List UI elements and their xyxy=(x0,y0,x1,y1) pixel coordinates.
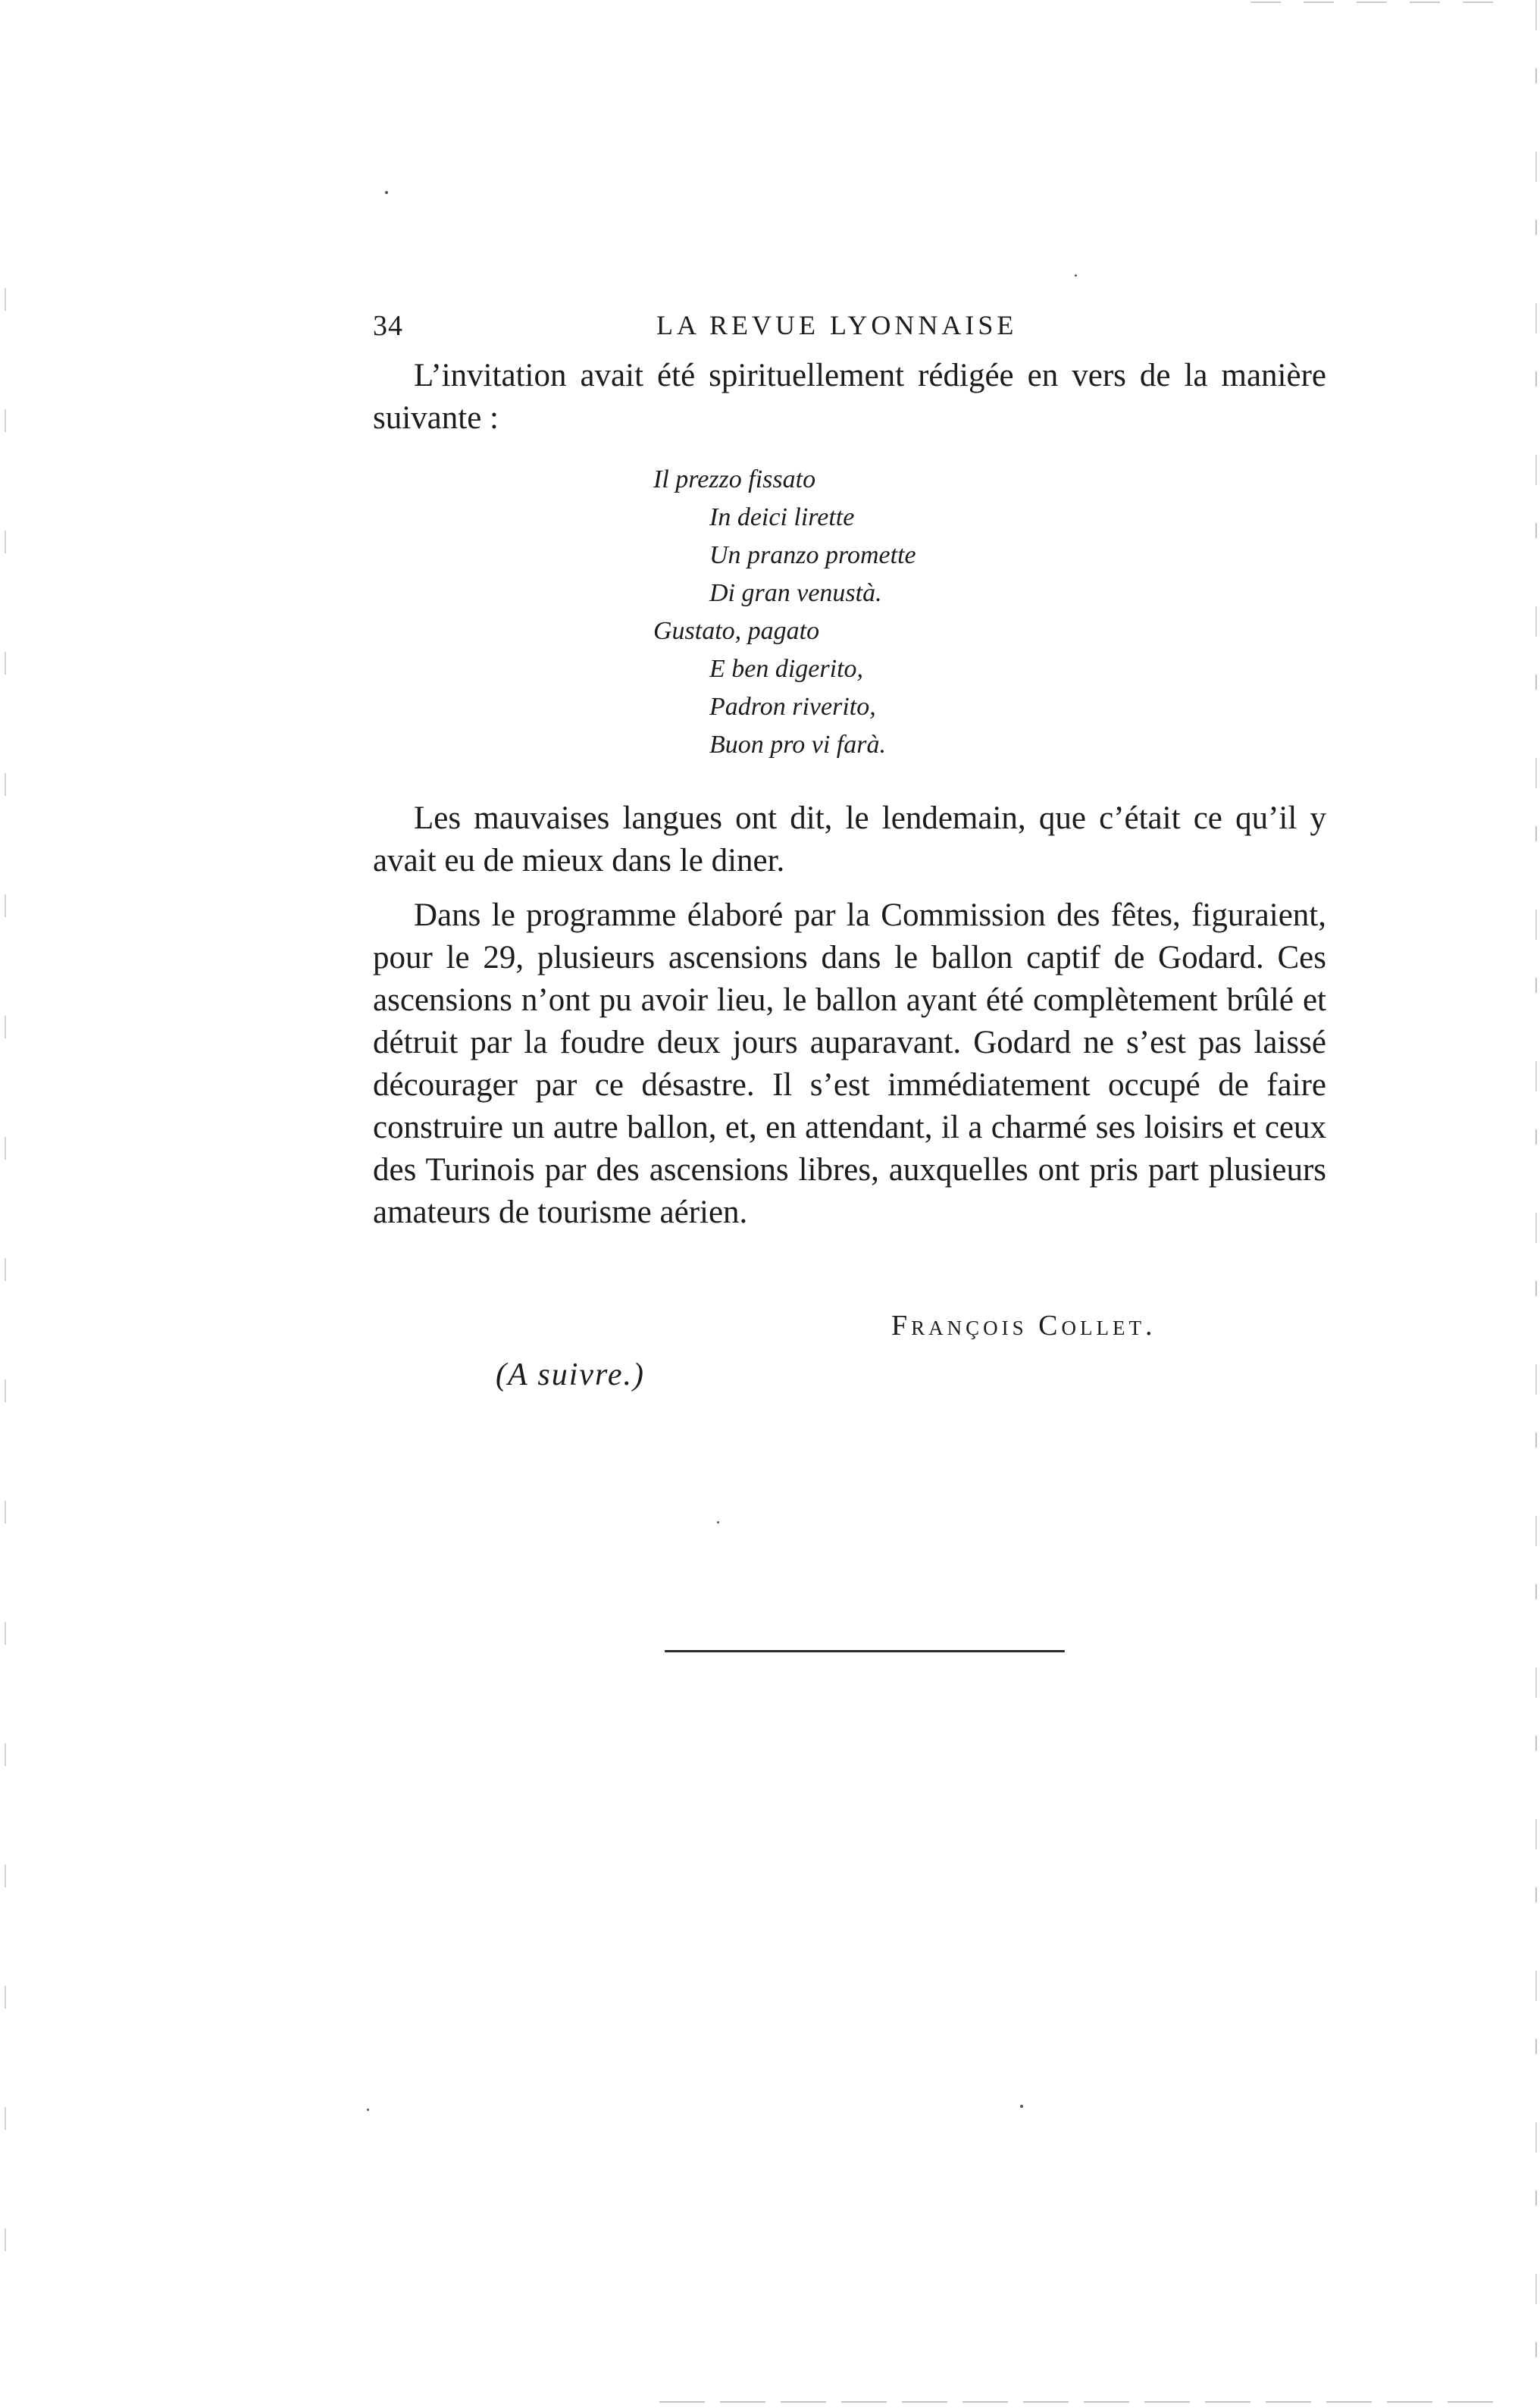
scan-speck xyxy=(1075,274,1077,277)
tongues-text: Les mauvaises langues ont dit, le lendemain, que c’était ce qu’il y avait eu de mieux dans le diner. xyxy=(373,800,1326,878)
author-signature: François Collet. xyxy=(891,1310,1157,1342)
journal-title: LA REVUE LYONNAISE xyxy=(656,310,1018,340)
programme-text: Dans le programme élaboré par la Commission des fêtes, figuraient, pour le 29, plusieurs ascensions dans le ballon captif de Godard. Ces ascensions n’ont pu avoir lieu, le ballon ayant été complètement brûlé et détruit par la foudre deux jours auparavant. Godard ne s’est pas laissé décourager par ce désastre. Il s’est immédiatement occupé de faire construire un autre ballon, et, en attendant, il a charmé ses loisirs et ceux des Turinois par des ascensions libres, auxquelles ont pris part plusieurs amateurs de tourisme aérien. xyxy=(373,897,1326,1230)
scan-speck xyxy=(367,2109,369,2111)
programme-paragraph xyxy=(373,894,1326,1234)
tongues-paragraph xyxy=(373,797,1326,882)
scan-speck xyxy=(717,1521,719,1523)
to-be-continued: (A suivre.) xyxy=(496,1357,645,1392)
poem-line: Un pranzo promette xyxy=(709,541,916,569)
scan-edge-left xyxy=(5,288,6,2334)
scan-edge-top xyxy=(1250,2,1508,3)
poem-line: Buon pro vi farà. xyxy=(709,731,886,759)
scan-speck xyxy=(1020,2105,1023,2108)
running-head xyxy=(373,309,1326,347)
scan-edge-bottom xyxy=(659,2401,1493,2403)
intro-text: L’invitation avait été spirituellement rédigée en vers de la manière suivante : xyxy=(373,358,1326,436)
poem-line: Gustato, pagato xyxy=(653,617,820,645)
scan-edge-right xyxy=(1535,0,1537,2408)
page-number: 34 xyxy=(373,310,403,342)
italian-poem xyxy=(653,461,916,764)
poem-line: Di gran venustà. xyxy=(709,579,882,607)
end-rule xyxy=(665,1650,1065,1652)
intro-paragraph xyxy=(373,355,1326,440)
poem-line: E ben digerito, xyxy=(709,655,864,683)
poem-line: Padron riverito, xyxy=(709,693,876,721)
poem-line: In deici lirette xyxy=(709,503,855,531)
scan-speck xyxy=(385,191,388,194)
poem-line: Il prezzo fissato xyxy=(653,465,816,493)
